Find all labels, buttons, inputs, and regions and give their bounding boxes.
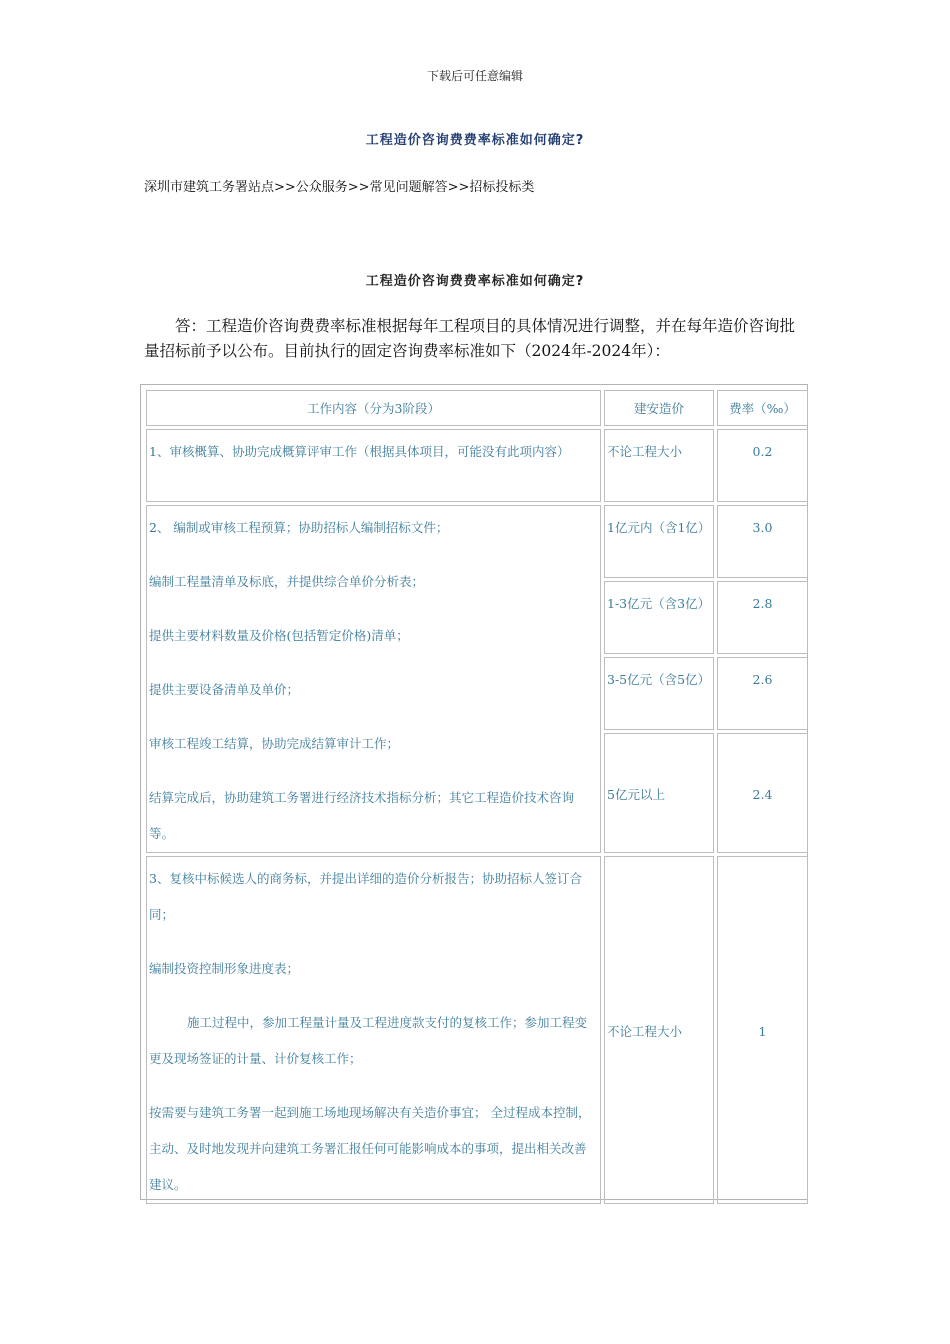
stage-2-line: 2、 编制或审核工程预算；协助招标人编制招标文件； <box>149 520 449 535</box>
stage-3-content <box>146 856 601 1204</box>
stage-2-line: 审核工程竣工结算，协助完成结算审计工作； <box>149 736 400 751</box>
stage-2-tier-3-rate: 2.6 <box>717 657 808 730</box>
stage-2-tier-1-rate: 3.0 <box>717 505 808 578</box>
stage-1-rate: 0.2 <box>717 429 808 502</box>
answer-paragraph: 答：工程造价咨询费费率标准根据每年工程项目的具体情况进行调整，并在每年造价咨询批量招标前予以公布。目前执行的固定咨询费率标准如下（2024年-2024年）： <box>144 317 796 360</box>
stage-1-cost: 不论工程大小 <box>604 429 714 502</box>
stage-3-rate: 1 <box>717 856 808 1204</box>
stage-3-line: 编制投资控制形象进度表； <box>149 961 300 976</box>
stage-2-tier-4-rate: 2.4 <box>717 733 808 853</box>
header-fee-rate: 费率（‰） <box>717 390 808 426</box>
stage-2-line: 提供主要设备清单及单价； <box>149 682 300 697</box>
stage-3-line: 3、复核中标候选人的商务标，并提出详细的造价分析报告；协助招标人签订合同； <box>149 871 582 922</box>
document-title: 工程造价咨询费费率标准如何确定? <box>365 133 585 148</box>
header-construction-cost: 建安造价 <box>604 390 714 426</box>
article-title: 工程造价咨询费费率标准如何确定? <box>365 274 585 289</box>
stage-2-line: 结算完成后，协助建筑工务署进行经济技术指标分析；其它工程造价技术咨询等。 <box>149 790 575 841</box>
stage-2-tier-4-cost: 5亿元以上 <box>604 733 714 853</box>
stage-2-tier-2-cost: 1-3亿元（含3亿） <box>604 581 714 654</box>
table-header-row <box>146 390 808 426</box>
breadcrumb: 深圳市建筑工务署站点>>公众服务>>常见问题解答>>招标投标类 <box>144 180 535 195</box>
stage-2-line: 提供主要材料数量及价格(包括暂定价格)清单； <box>149 628 409 643</box>
table-row-stage-3 <box>146 856 808 1204</box>
stage-3-line: 施工过程中，参加工程量计量及工程进度款支付的复核工作；参加工程变更及现场签证的计量、计价复核工作； <box>149 1015 588 1066</box>
table-row-stage-1 <box>146 429 808 502</box>
stage-2-tier-3-cost: 3-5亿元（含5亿） <box>604 657 714 730</box>
stage-2-tier-1-cost: 1亿元内（含1亿） <box>604 505 714 578</box>
stage-3-cost: 不论工程大小 <box>604 856 714 1204</box>
stage-2-content <box>146 505 601 853</box>
fee-rate-table-frame <box>140 384 808 1200</box>
header-work-content: 工作内容（分为3阶段） <box>146 390 601 426</box>
stage-3-line: 按需要与建筑工务署一起到施工场地现场解决有关造价事宜； 全过程成本控制，主动、及时地发现并向建筑工务署汇报任何可能影响成本的事项，提出相关改善建议。 <box>149 1105 591 1192</box>
header-note: 下载后可任意编辑 <box>426 69 523 83</box>
stage-2-line: 编制工程量清单及标底，并提供综合单价分析表； <box>149 574 425 589</box>
fee-rate-table <box>143 387 811 1207</box>
table-row-stage-2-tier-1 <box>146 505 808 578</box>
stage-1-content: 1、审核概算、协助完成概算评审工作（根据具体项目，可能没有此项内容） <box>146 429 601 502</box>
stage-2-tier-2-rate: 2.8 <box>717 581 808 654</box>
